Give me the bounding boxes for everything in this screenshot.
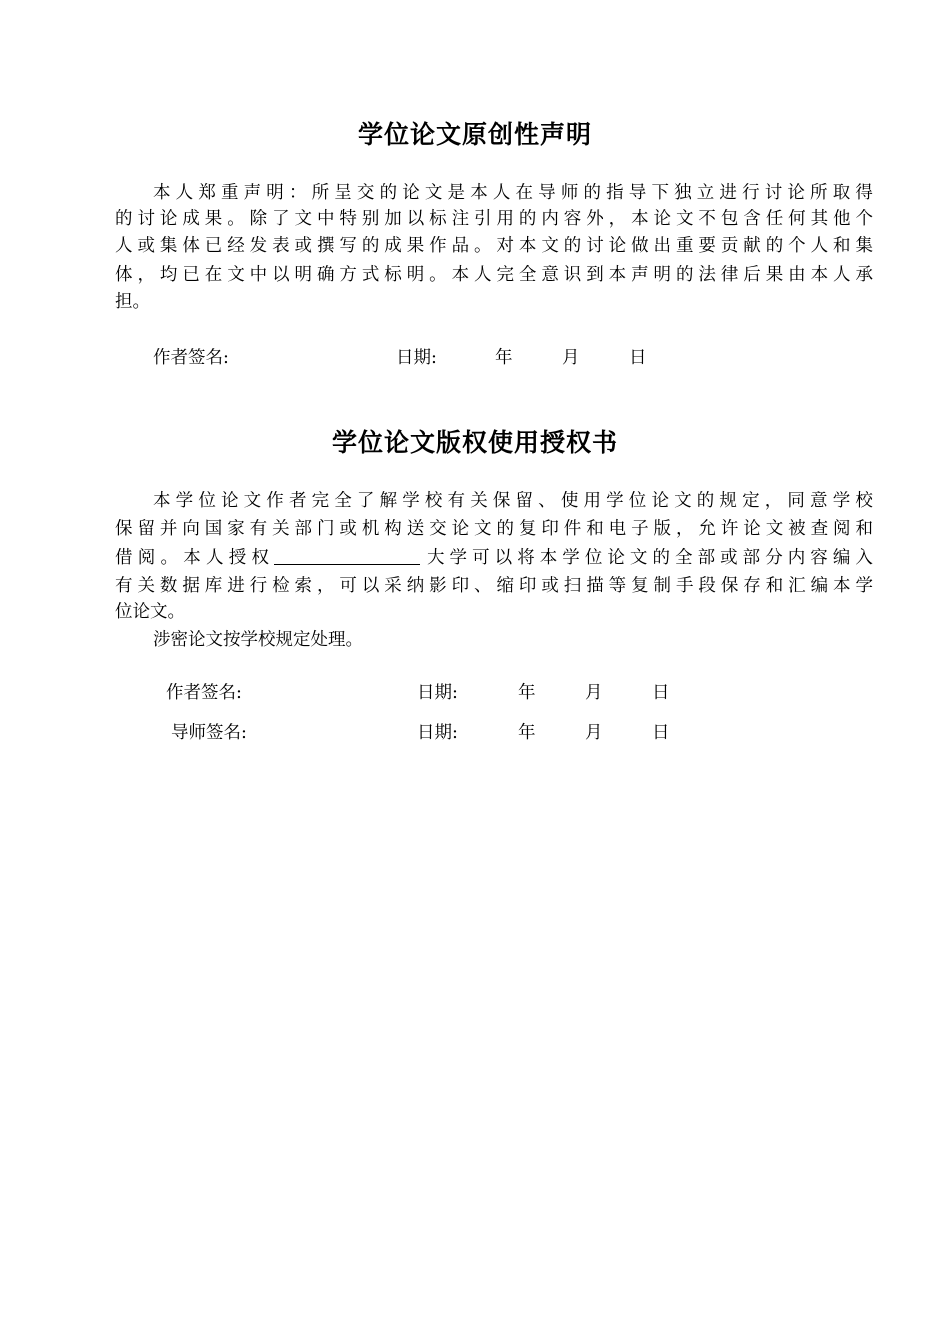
- authorization-line-4: 有 关 数 据 库 进 行 检 索 ， 可 以 采 纳 影 印 、 缩 印 或 扫 描 等 复 制 手 段 保 存 和 汇 编 本 学: [115, 576, 873, 596]
- authorization-author-date-label: 日期:: [417, 683, 458, 703]
- declaration-title: 学位论文原创性声明: [357, 120, 592, 149]
- declaration-day-label: 日: [629, 348, 647, 368]
- authorization-line-5: 位论文。: [115, 602, 185, 622]
- authorization-author-year-label: 年: [518, 683, 536, 703]
- authorization-line-3: [115, 546, 873, 570]
- authorization-author-day-label: 日: [652, 683, 670, 703]
- authorization-title: 学位论文版权使用授权书: [331, 428, 618, 457]
- authorization-advisor-month-label: 月: [585, 723, 603, 743]
- authorization-line-3-before: 借 阅 。 本 人 授 权: [115, 548, 269, 568]
- authorization-line-3-after: 大 学 可 以 将 本 学 位 论 文 的 全 部 或 部 分 内 容 编 入: [427, 548, 873, 568]
- declaration-date-label: 日期:: [396, 348, 437, 368]
- authorization-advisor-date-label: 日期:: [417, 723, 458, 743]
- declaration-year-label: 年: [495, 348, 513, 368]
- declaration-month-label: 月: [562, 348, 580, 368]
- declaration-line-4: 体 ， 均 已 在 文 中 以 明 确 方 式 标 明 。 本 人 完 全 意 识 到 本 声 明 的 法 律 后 果 由 本 人 承: [115, 265, 873, 285]
- authorization-advisor-day-label: 日: [652, 723, 670, 743]
- authorization-author-month-label: 月: [585, 683, 603, 703]
- authorization-line-2: 保 留 并 向 国 家 有 关 部 门 或 机 构 送 交 论 文 的 复 印 件 和 电 子 版 ， 允 许 论 文 被 查 阅 和: [115, 519, 873, 539]
- authorization-advisor-sign-label: 导师签名:: [171, 723, 247, 743]
- declaration-line-1: 本 人 郑 重 声 明 ： 所 呈 交 的 论 文 是 本 人 在 导 师 的 指 导 下 独 立 进 行 讨 论 所 取 得: [153, 183, 873, 203]
- declaration-line-3: 人 或 集 体 已 经 发 表 或 撰 写 的 成 果 作 品 。 对 本 文 的 讨 论 做 出 重 要 贡 献 的 个 人 和 集: [115, 236, 873, 256]
- declaration-author-sign-label: 作者签名:: [153, 348, 229, 368]
- university-name-blank: [274, 546, 420, 565]
- declaration-line-2: 的 讨 论 成 果 。 除 了 文 中 特 别 加 以 标 注 引 用 的 内 容 外 ， 本 论 文 不 包 含 任 何 其 他 个: [115, 209, 873, 229]
- declaration-line-5: 担。: [115, 292, 150, 312]
- authorization-advisor-year-label: 年: [518, 723, 536, 743]
- authorization-line-1: 本 学 位 论 文 作 者 完 全 了 解 学 校 有 关 保 留 、 使 用 学 位 论 文 的 规 定 ， 同 意 学 校: [153, 491, 873, 511]
- confidential-note: 涉密论文按学校规定处理。: [153, 630, 363, 650]
- authorization-author-sign-label: 作者签名:: [166, 683, 242, 703]
